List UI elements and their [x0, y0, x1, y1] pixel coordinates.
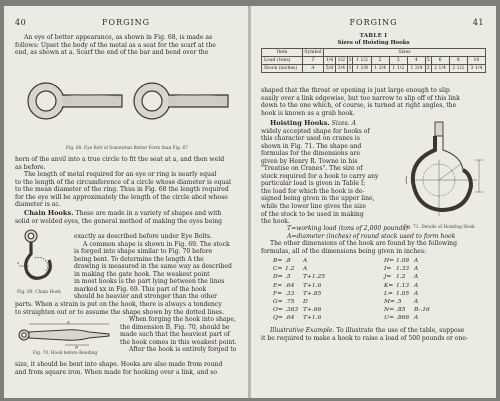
formula-row: I= 1.33 A: [384, 266, 419, 273]
text-line: After the hook is entirely forged to: [129, 346, 237, 354]
left-middle-text: [15, 156, 239, 209]
text-line: "Treatise on Cranes". The size of: [261, 165, 363, 173]
chain-hooks-heading: Chain Hooks.: [24, 209, 74, 217]
table-cell: 2 1/4: [431, 65, 449, 73]
text-line: exactly as described before under Eye Bolts.: [74, 233, 212, 240]
eye-bolt-left: [28, 83, 122, 119]
table-header-symbol: Symbol: [304, 50, 322, 55]
formula-row: E= .64 T+1.6: [273, 282, 322, 289]
text-line: formulas, all of the dimensions being given in inches:: [261, 247, 427, 255]
formulas-left-column: [273, 258, 363, 324]
table-cell: 2: [426, 66, 430, 71]
text-line: to straighten out or to assume the shape shown by the dotted lines.: [15, 308, 224, 316]
formula-row: C= 1.2 A: [273, 266, 308, 273]
text-line: to the length of the circumference of a circle whose diameter is equal: [15, 178, 231, 186]
right-running-header: [251, 18, 496, 28]
fig68-caption: Fig. 68. Eye Bolt of Somewhat Better Form than Fig. 67: [66, 146, 188, 151]
table-cell: 1/4: [324, 57, 336, 65]
formula-row: G= .75 D: [273, 298, 308, 305]
formulas-right-column: [384, 258, 479, 324]
text-line: end, as shown at a. Scarf the end of the bar and bend over the: [15, 49, 209, 57]
text-line: An eye of better appearance, as shown in Fig. 68, is made as: [24, 34, 213, 41]
formula-row: O= .363 T+.66: [273, 307, 322, 314]
table-cell: 1 1/8: [353, 65, 371, 73]
chain-hooks-first-line: [15, 210, 239, 225]
text-line: A=diameter (inches) of round stock used to form hook: [287, 232, 456, 240]
text-line: this character used on cranes is: [261, 135, 360, 143]
hoisting-hooks-heading: Hoisting Hooks.: [270, 119, 330, 127]
table-subtitle: Sizes of Hoisting Hooks: [337, 40, 410, 46]
table-cell: 5: [426, 58, 430, 63]
text-line: of the stock to be used in making: [261, 210, 364, 218]
text-line: the load for which the hook is de-: [261, 187, 365, 195]
table-cell: 2 1/2: [449, 65, 467, 73]
fig70-b-label: B: [75, 344, 78, 349]
left-running-header: [4, 18, 248, 28]
fig69-chain-hook-illustration: [15, 226, 71, 290]
hoisting-hooks-size-table: [261, 48, 486, 73]
illustrative-example-heading: Illustrative Example.: [270, 327, 335, 334]
table-cell: 1: [348, 58, 352, 63]
text-line: as before.: [15, 163, 46, 171]
text-line: being bent. To determine the length A the: [74, 255, 204, 263]
table-header-row: [262, 49, 486, 57]
table-cell: 5/8: [324, 65, 336, 73]
text-line: Sizes. A: [331, 120, 356, 127]
text-line: shaped that the throat or opening is just large enough to slip: [261, 87, 450, 94]
formula-row: K= 1.13 A: [384, 282, 419, 289]
formula-row: L= 1.05 A: [384, 290, 419, 297]
table-cell: 3 1/4: [467, 65, 485, 73]
fig69-x-label: x: [17, 260, 20, 265]
right-running-head: FORGING: [349, 18, 398, 27]
eye-bolt-right: [134, 83, 228, 119]
table-cell: 1 1/2: [353, 57, 371, 65]
table-cell: 1: [348, 66, 352, 71]
table-cell: 3/4: [335, 65, 347, 73]
right-page: [251, 6, 496, 398]
left-page: [4, 6, 248, 398]
text-line: size, it should be bent into shape. Hooks are also made from round: [15, 361, 223, 368]
text-line: These are made in a variety of shapes and with: [75, 210, 222, 217]
left-running-head: FORGING: [101, 18, 151, 27]
text-line: for the eye will be approximately the length of the circle abcd whose: [15, 193, 228, 201]
text-line: shown in Fig. 71. The shape and: [261, 142, 362, 150]
left-page-number: 40: [15, 18, 27, 27]
text-line: drawing is measured in the same way as described: [74, 263, 232, 271]
text-line: marked xx in Fig. 69. This part of the hook: [74, 285, 207, 293]
text-line: widely accepted shape for hooks of: [261, 127, 370, 135]
table-cell: 6: [431, 57, 449, 65]
fig70-hook-before-bending-illustration: [15, 319, 115, 349]
fig68-eye-bolts-illustration: [22, 61, 234, 141]
text-line: to the mean diameter of the ring. Thus in Fig. 68 the length required: [15, 186, 229, 194]
text-line: parts. When a strain is put on the hook, there is always a tendency: [15, 301, 222, 308]
table-cell: 4: [407, 57, 425, 65]
text-line: is forged into shape similar to Fig. 70 before: [74, 248, 213, 256]
text-line: When forging the hook into shape,: [129, 316, 236, 323]
table-cell: 8: [449, 57, 467, 65]
hoisting-hooks-text: [261, 120, 386, 226]
text-line: To illustrate the use of the table, suppose: [336, 327, 465, 334]
text-line: the hook comes in this weakest point.: [120, 338, 237, 346]
left-intro-text: [15, 34, 239, 57]
table-cell: 1/2: [335, 57, 347, 65]
text-line: The length of metal required for an eye or ring is nearly equal: [24, 171, 217, 179]
text-line: made such that the heaviest part of: [120, 331, 230, 339]
text-line: diameter is ac.: [15, 201, 61, 209]
table-header-item: Item: [262, 49, 303, 57]
table-row: [262, 65, 486, 73]
table-cell: Stock (inches): [262, 65, 303, 73]
text-line: stock required for a hook to carry any: [261, 172, 379, 180]
text-line: in most hooks is the part lying between the lines: [74, 278, 225, 286]
fig70-caption: Fig. 70. Hook before Bending: [32, 351, 98, 356]
table-cell: 10: [467, 57, 485, 65]
text-line: signed being given in the upper line,: [261, 195, 375, 203]
text-line: the dimension B, Fig. 70, should be: [120, 323, 230, 331]
text-line: T=working load (tons of 2,000 pounds): [287, 225, 409, 232]
fig70-a-label: A: [67, 319, 70, 325]
text-line: easily over a link edgewise, but too narrow to slip off of this link: [261, 94, 460, 102]
text-line: should be heavier and stronger than the other: [74, 293, 218, 301]
text-line: particular load is given in Table I;: [261, 180, 366, 188]
table-title: TABLE I: [359, 33, 388, 39]
formula-row: M= .5 A: [384, 298, 419, 305]
fig71-hoisting-hook-illustration: [391, 120, 487, 224]
left-final-text: [15, 361, 239, 376]
text-line: it be required to make a hook to raise a load of 500 pounds or one-: [261, 334, 469, 342]
table-cell: 2: [371, 57, 389, 65]
table-cell: T: [303, 57, 324, 65]
formula-row: H= 1.08 A: [384, 258, 419, 264]
formula-row: U= .866 A: [384, 315, 419, 322]
fig70-wrapped-text: [120, 316, 239, 354]
chain-hooks-wrapped-text: [74, 233, 239, 301]
formula-row: F= .33 T+.85: [273, 290, 322, 297]
illustrative-example-text: [261, 327, 486, 342]
text-line: solid or welded eyes, the general method of making the eyes being: [15, 217, 223, 225]
formula-row: B= .8 A: [273, 258, 308, 264]
table-cell: 1 1/2: [389, 65, 407, 73]
right-page-number: 41: [472, 18, 484, 27]
table-cell: 1 1/4: [371, 65, 389, 73]
table-cell: 1 3/4: [407, 65, 425, 73]
text-line: the hook.: [261, 218, 290, 226]
formula-row: N= .85 B-.16: [384, 307, 430, 314]
text-line: while the lower line gives the size: [261, 203, 366, 211]
table-header-sizes: Sizes: [324, 49, 486, 57]
text-line: The other dimensions of the hook are found by the following: [270, 240, 457, 248]
text-line: and from square iron. When made for hooking over a link, and so: [15, 368, 217, 376]
text-line: in making the gate hook. The weakest point: [74, 270, 210, 278]
table-cell: 3: [389, 57, 407, 65]
table-cell: Load (tons): [262, 57, 303, 65]
symbol-definitions: [261, 225, 486, 255]
chain-hooks-full-text: [15, 301, 239, 316]
text-line: formulas for the dimensions are: [261, 150, 360, 158]
text-line: hook is known as a grab hook.: [261, 109, 355, 117]
formula-row: Q= .64 T+1.6: [273, 315, 322, 322]
text-line: A common shape is shown in Fig. 69. The stock: [83, 240, 230, 248]
table-row: [262, 57, 486, 65]
table-cell: A: [303, 65, 324, 73]
text-line: down to the one which, of course, is turned at right angles, the: [261, 102, 457, 110]
formula-row: D= .5 T+1.25: [273, 274, 325, 281]
fig71-caption: Fig. 71. Details of Hoisting Hook: [403, 225, 475, 230]
text-line: horn of the anvil into a true circle to fit the seat at a, and then weld: [15, 156, 225, 163]
text-line: follows: Upset the body of the metal as a seat for the scarf at the: [15, 41, 216, 49]
formula-row: J= 1.2 A: [384, 274, 419, 281]
fig69-caption: Fig. 69. Chain Hook: [17, 290, 61, 295]
grab-hook-text: [261, 87, 486, 117]
text-line: given by Henry R. Towne in his: [261, 157, 358, 165]
